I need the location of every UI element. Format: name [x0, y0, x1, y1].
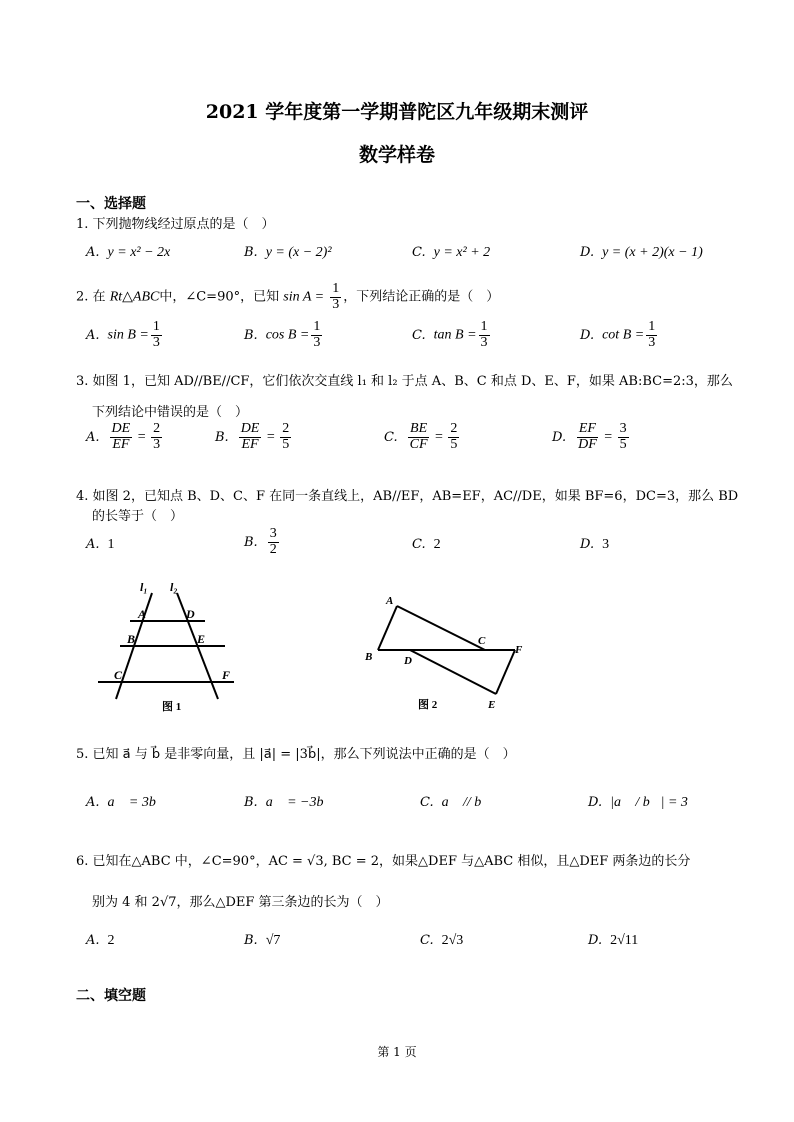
question-2-stem: 2. 在 Rt△ABC中，∠C=90°，已知 sin A = $\frac{1}{3}$ ，下列结论正确的是（ ）: [76, 281, 500, 312]
q1-option-a: A. y = x² − 2x: [86, 245, 171, 260]
label-b: B: [365, 651, 373, 663]
q4-option-b: B. $\frac{3}{2}$: [244, 526, 277, 557]
q3-option-d: D. $\frac{EF}{DF}$ = $\frac{3}{5}$: [552, 421, 627, 452]
q3-option-b: B. $\frac{DE}{EF}$ = $\frac{2}{5}$: [215, 421, 290, 452]
page-number: 第 1 页: [377, 1045, 417, 1059]
q6-option-d: D. 2√11: [588, 933, 639, 948]
label-d: D: [186, 607, 195, 621]
q4-option-d: D. 3: [580, 537, 610, 552]
label-a: A: [138, 607, 147, 621]
label-e: E: [197, 632, 206, 646]
q2-option-b: B. cos B = $\frac{1}{3}$: [244, 319, 321, 350]
section-heading-fill-in: 二、填空题: [76, 988, 146, 1004]
question-5-stem: 5. 已知 a⃗ 与 b⃗ 是非零向量，且 |a⃗| = |3b⃗|，那么下列说法中正确的是（ ）: [76, 747, 516, 762]
q3-option-c: C. $\frac{BE}{CF}$ = $\frac{2}{5}$: [384, 421, 458, 452]
question-4-stem-line2: 的长等于（ ）: [92, 509, 184, 524]
q2-given-fraction: $\frac{1}{3}$: [332, 281, 340, 312]
q4-option-a: A. 1: [86, 537, 115, 552]
segment-ab: [378, 606, 397, 650]
q6-option-c: C. 2√3: [420, 933, 464, 948]
figure-1-diagram: [90, 575, 250, 715]
section-heading-choice: 一、选择题: [76, 196, 146, 212]
q5-option-d: D. |a⃗ / b⃗| = 3: [588, 795, 688, 810]
question-4-stem-line1: 4. 如图 2，已知点 B、D、C、F 在同一条直线上，AB//EF，AB=EF，AC//DE，如果 BF=6，DC=3，那么 BD: [76, 489, 739, 504]
segment-ac: [397, 606, 485, 650]
label-a: A: [386, 595, 394, 607]
label-l2: l₂: [170, 580, 178, 594]
question-6-stem-line2: 别为 4 和 2√7，那么△DEF 第三条边的长为（ ）: [92, 895, 389, 910]
q2-option-d: D. cot B = $\frac{1}{3}$: [580, 319, 656, 350]
label-b: B: [127, 632, 136, 646]
q1-option-d: D. y = (x + 2)(x − 1): [580, 245, 703, 260]
page-subtitle: 数学样卷: [358, 144, 435, 166]
q6-option-b: B. √7: [244, 933, 281, 948]
q4-option-c: C. 2: [412, 537, 441, 552]
q6-option-a: A. 2: [86, 933, 115, 948]
q2-option-c: C. tan B = $\frac{1}{3}$: [412, 319, 488, 350]
figure-1-caption: 图 1: [162, 701, 182, 713]
question-1-stem: 1. 下列抛物线经过原点的是（ ）: [76, 217, 275, 232]
label-c: C: [478, 635, 486, 647]
q5-option-b: B. a⃗ = −3b⃗: [244, 795, 335, 810]
figure-2-caption: 图 2: [418, 699, 438, 711]
label-c: C: [114, 668, 123, 682]
label-f: F: [222, 668, 231, 682]
question-3-stem-line2: 下列结论中错误的是（ ）: [92, 405, 249, 420]
label-e: E: [488, 699, 496, 711]
page-title: 2021 学年度第一学期普陀区九年级期末测评: [205, 101, 589, 123]
label-f: F: [515, 644, 523, 656]
segment-fe: [496, 650, 515, 694]
segment-de: [410, 650, 496, 694]
q1-option-b: B. y = (x − 2)²: [244, 245, 332, 260]
q1-option-c: C. y = x² + 2: [412, 245, 491, 260]
figure-2-diagram: [360, 590, 540, 715]
question-6-stem-line1: 6. 已知在△ABC 中，∠C=90°，AC = √3, BC = 2，如果△DEF 与△ABC 相似，且△DEF 两条边的长分: [76, 854, 691, 869]
question-3-stem-line1: 3. 如图 1，已知 AD//BE//CF，它们依次交直线 l₁ 和 l₂ 于点 A、B、C 和点 D、E、F，如果 AB:BC=2:3，那么: [76, 374, 733, 389]
q2-option-a: A. sin B = $\frac{1}{3}$: [86, 319, 160, 350]
q5-option-c: C. a⃗ // b⃗: [420, 795, 493, 810]
q5-option-a: A. a⃗ = 3b⃗: [86, 795, 167, 810]
q3-option-a: A. $\frac{DE}{EF}$ = $\frac{2}{3}$: [86, 421, 161, 452]
label-d: D: [404, 655, 412, 667]
label-l1: l₁: [140, 580, 148, 594]
